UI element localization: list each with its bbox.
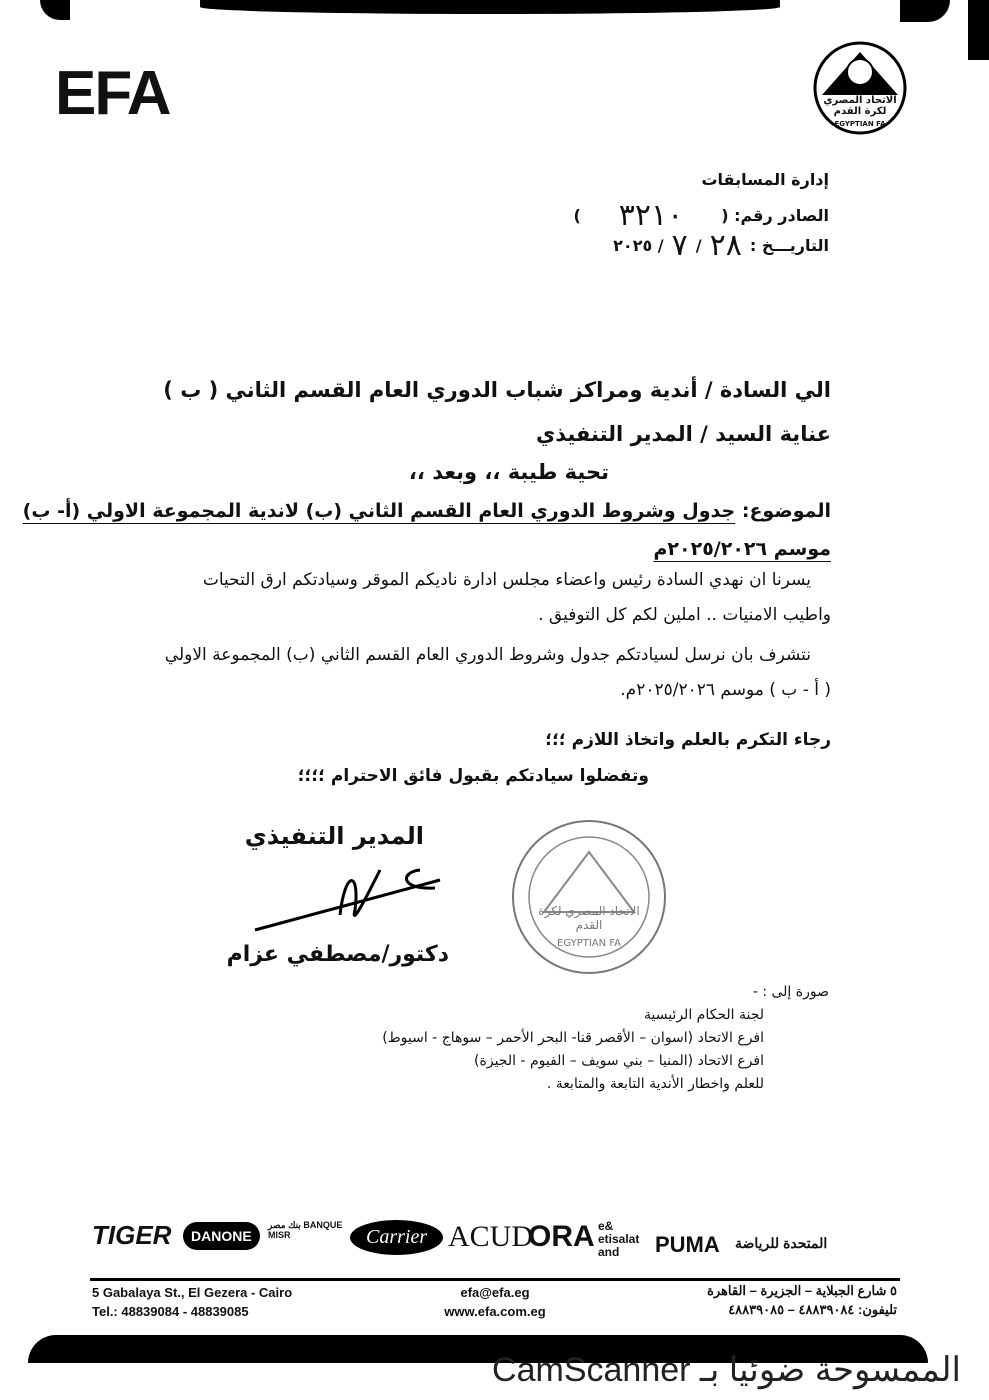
footer-tel-en: Tel.: 48839084 - 48839085 xyxy=(92,1304,249,1319)
footer-tel-ar: تليفون: ٤٨٨٣٩٠٨٤ – ٤٨٨٣٩٠٨٥ xyxy=(728,1302,897,1317)
cc-item: للعلم واخطار الأندية التابعة والمتابعة . xyxy=(546,1076,764,1092)
body-line: يسرنا ان نهدي السادة رئيس واعضاء مجلس ادارة ناديكم الموقر وسيادتكم ارق التحيات xyxy=(202,570,811,590)
stamp-text: الاتحاد المصري لكرة القدم xyxy=(538,904,640,932)
footer-address-ar: ٥ شارع الجبلاية – الجزيرة – القاهرة xyxy=(707,1283,897,1298)
recipient: الي السادة / أندية ومراكز شباب الدوري العام القسم الثاني ( ب ) xyxy=(163,378,831,402)
scan-edge-top-right xyxy=(900,0,950,22)
subject xyxy=(23,500,831,522)
date-line: التاريـــخ : ٢٨ / ٧ / ٢٠٢٥ xyxy=(613,228,829,263)
sponsor-tiger: TIGER xyxy=(92,1220,172,1250)
scan-edge-top-left xyxy=(40,0,70,20)
cc-item: افرع الاتحاد (اسوان – الأقصر قنا- البحر الأحمر – سوهاج - اسيوط) xyxy=(382,1030,764,1046)
efa-emblem xyxy=(812,40,908,136)
body-line: ( أ - ب ) موسم ٢٠٢٥/٢٠٢٦م. xyxy=(620,680,831,700)
date-day: ٢٨ xyxy=(709,228,742,263)
scan-edge-top xyxy=(200,0,780,14)
reference-label: الصادر رقم: ( xyxy=(721,206,829,225)
body-line: نتشرف بان نرسل لسيادتكم جدول وشروط الدوري العام القسم الثاني (ب) المجموعة الاولي xyxy=(164,645,811,665)
efa-logo: EFA xyxy=(55,59,170,128)
scanner-watermark: الممسوحة ضوئيا بـ CamScanner xyxy=(492,1351,961,1389)
cc-item: لجنة الحكام الرئيسية xyxy=(643,1007,764,1023)
cc-item: افرع الاتحاد (المنيا – بني سويف – الفيوم - الجيزة) xyxy=(474,1053,764,1069)
date-label: التاريـــخ : xyxy=(749,236,829,255)
signatory-title: المدير التنفيذي xyxy=(244,822,424,850)
sponsor-etisalat: e& etisalat and xyxy=(598,1219,640,1259)
sponsor-united-sports: المتحدة للرياضة xyxy=(735,1235,828,1251)
closing-line: وتفضلوا سيادتكم بقبول فائق الاحترام ؛؛؛؛ xyxy=(297,766,649,786)
subject-text: جدول وشروط الدوري العام القسم الثاني (ب) لاندية المجموعة الاولي (أ- ب) xyxy=(22,500,736,522)
greeting: تحية طيبة ،، وبعد ،، xyxy=(408,460,609,484)
footer-email[interactable]: efa@efa.eg xyxy=(460,1285,530,1300)
reference-close: ) xyxy=(573,206,581,225)
subject-label: الموضوع: xyxy=(741,500,831,522)
handwritten-signature xyxy=(250,860,450,940)
cc-label: صورة إلى : - xyxy=(752,984,829,1000)
sponsor-carrier: Carrier xyxy=(350,1220,443,1255)
date-year: / ٢٠٢٥ xyxy=(613,236,664,255)
subject-season: موسم ٢٠٢٥/٢٠٢٦م xyxy=(653,538,831,560)
reference-number: ٣٢١٠ xyxy=(618,198,684,233)
footer-website[interactable]: www.efa.com.eg xyxy=(444,1304,546,1319)
body-line: واطيب الامنيات .. املين لكم كل التوفيق . xyxy=(538,605,831,625)
sponsor-acud: ACUD xyxy=(448,1220,534,1253)
emblem-text: الاتحاد المصري لكرة القدم xyxy=(823,95,897,117)
department-label: إدارة المسابقات xyxy=(701,170,829,189)
scan-edge-right xyxy=(968,0,989,60)
official-stamp xyxy=(512,820,666,974)
footer-divider xyxy=(90,1278,900,1281)
stamp-sub: EGYPTIAN FA xyxy=(557,938,621,949)
emblem-sub: EGYPTIAN FA xyxy=(834,120,886,128)
footer-address-en: 5 Gabalaya St., El Gezera - Cairo xyxy=(92,1285,293,1300)
attention: عناية السيد / المدير التنفيذي xyxy=(535,422,831,446)
sponsor-banque-misr: بنك مصر BANQUE MISR xyxy=(268,1220,343,1240)
signatory-name: دكتور/مصطفي عزام xyxy=(226,942,449,967)
sponsor-puma: PUMA xyxy=(655,1232,720,1257)
request-line: رجاء التكرم بالعلم واتخاذ اللازم ؛؛؛ xyxy=(545,730,831,750)
sponsor-danone: DANONE xyxy=(183,1222,260,1250)
date-month: ٧ xyxy=(671,228,688,263)
sponsor-ora: ORA xyxy=(528,1220,595,1253)
